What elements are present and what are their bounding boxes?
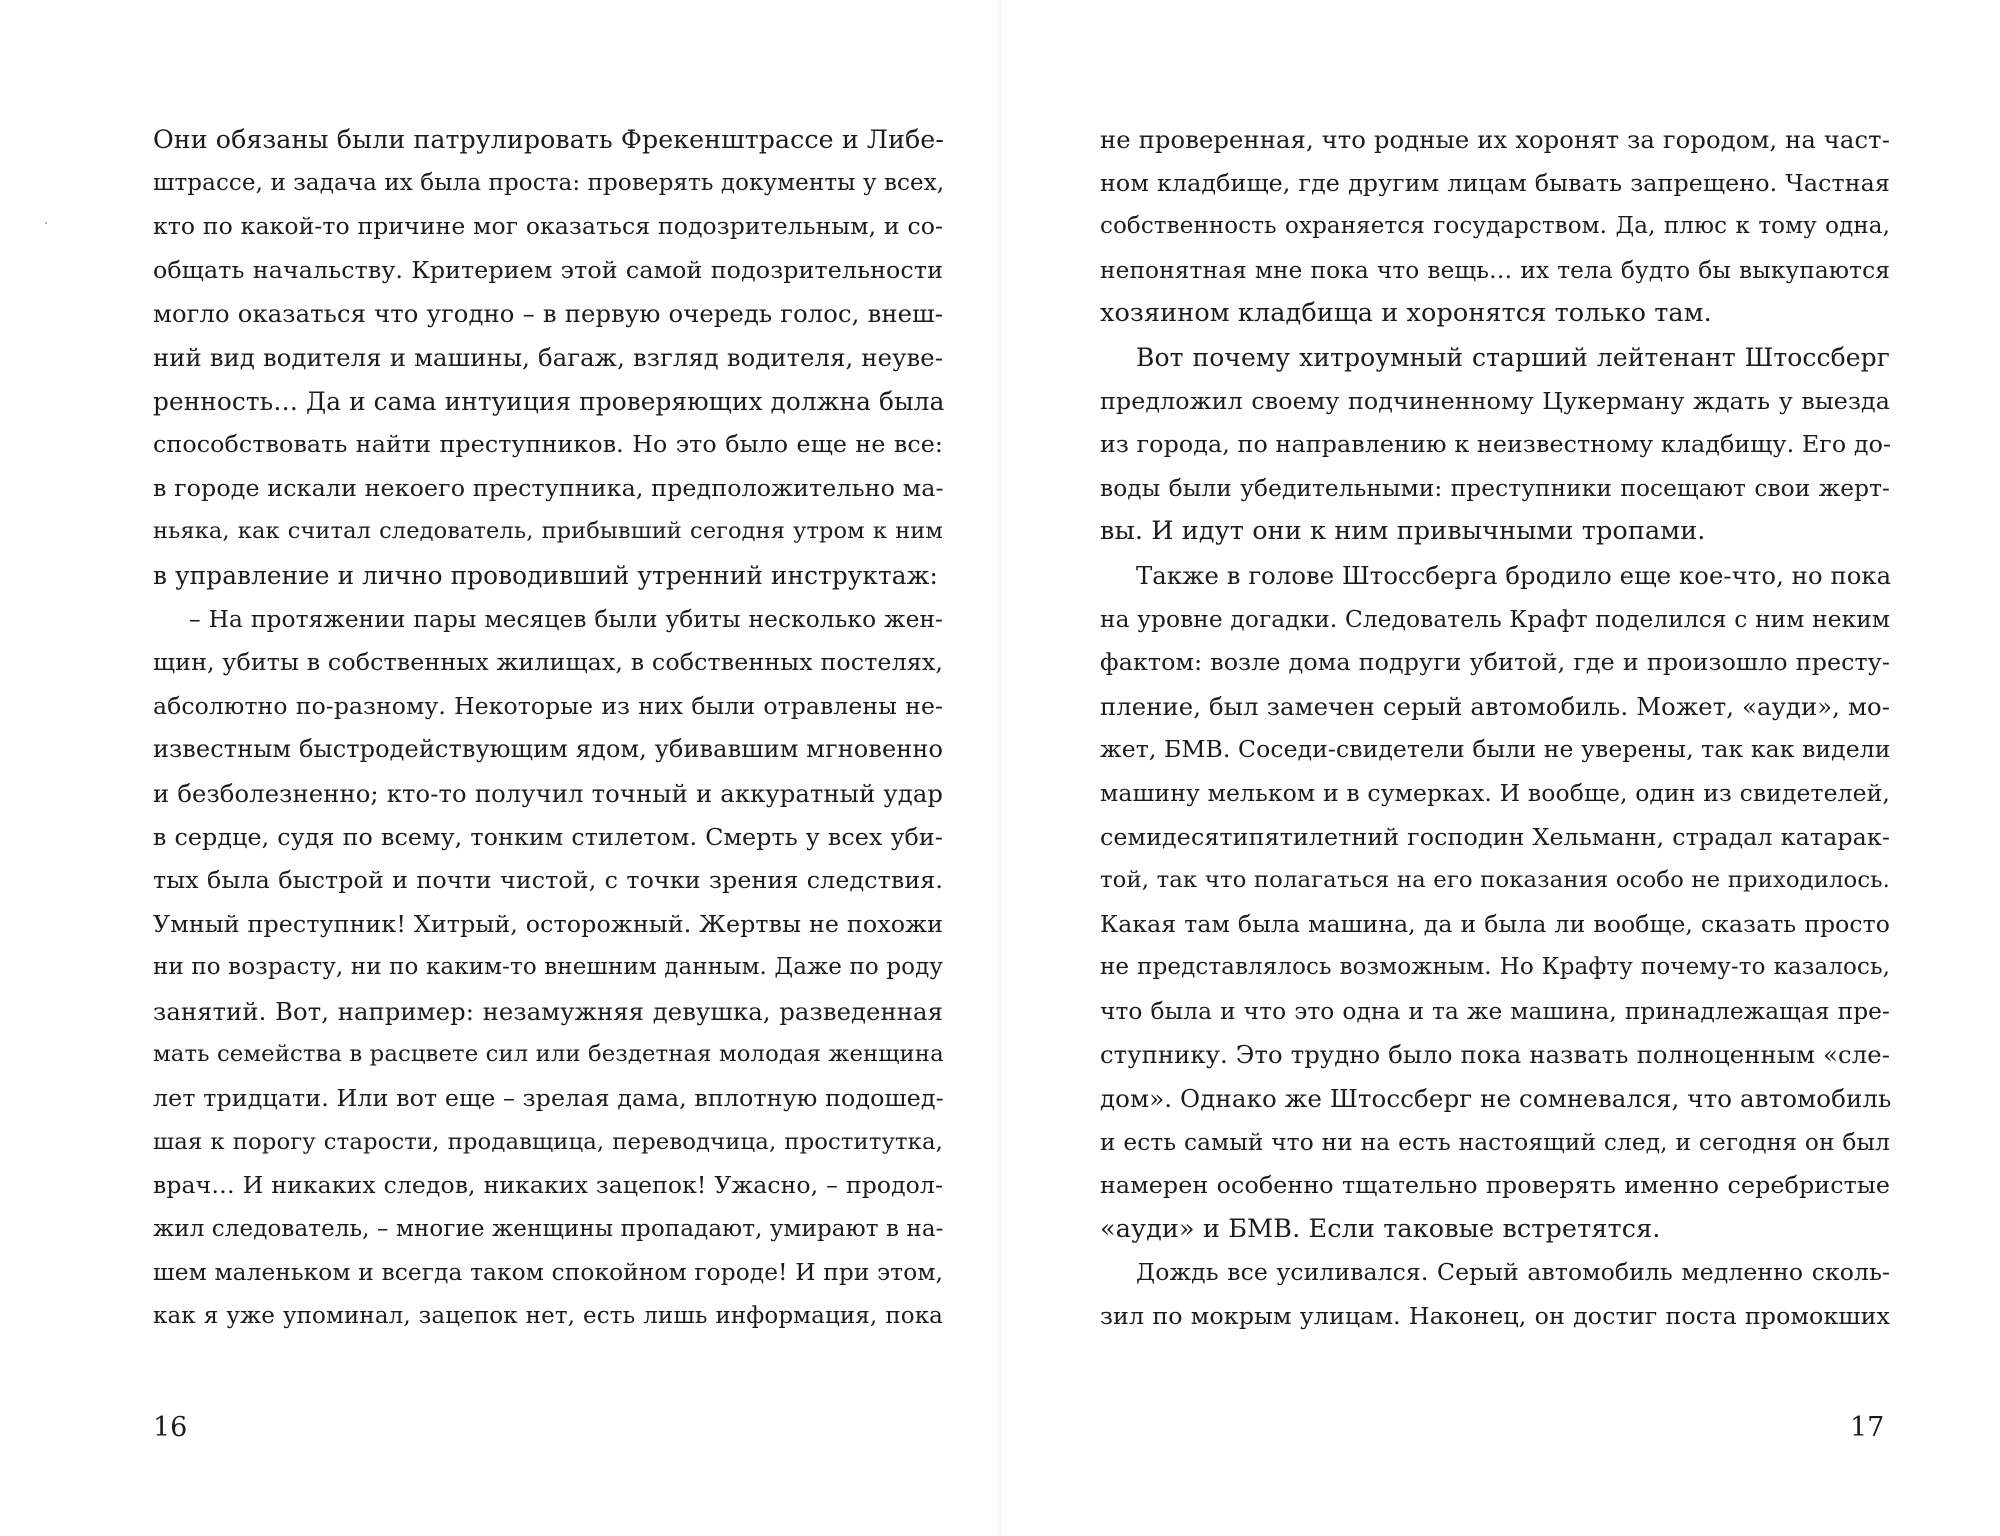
text-line: ном кладбище, где другим лицам бывать запрещено. Частная [1100,168,1890,197]
text-line: семидесятипятилетний господин Хельманн, страдал катарак- [1100,822,1890,851]
text-line: кто по какой-то причине мог оказаться подозрительным, и со- [153,212,943,241]
text-line: шем маленьком и всегда таком спокойном городе! И при этом, [153,1259,943,1287]
text-line: машину мельком и в сумерках. И вообще, один из свидетелей, [1100,778,1890,807]
text-line: в сердце, судя по всему, тонким стилетом. Смерть у всех уби- [153,822,943,851]
text-line: дом». Однако же Штоссберг не сомневался, что автомобиль [1100,1084,1892,1114]
text-line: непонятная мне пока что вещь… их тела будто бы выкупаются [1100,256,1890,284]
text-line: предложил своему подчиненному Цукерману ждать у выезда [1100,386,1890,415]
text-line: способствовать найти преступников. Но это было еще не все: [153,430,943,459]
book-gutter [997,0,1003,1536]
text-line: «ауди» и БМВ. Если таковые встретятся. [1100,1213,1661,1244]
text-line: Дождь все усиливался. Серый автомобиль медленно сколь- [1136,1258,1890,1287]
text-line: шая к порогу старости, продавщица, переводчица, проститутка, [153,1128,943,1155]
text-line: тых была быстрой и почти чистой, с точки зрения следствия. [153,866,943,895]
text-line: не представлялось возможным. Но Крафту почему-то казалось, [1100,954,1890,981]
text-line: известным быстродействующим ядом, убивавшим мгновенно [153,735,943,764]
text-line: ньяка, как считал следователь, прибывший сегодня утром к ним [153,518,943,545]
text-line: пление, был замечен серый автомобиль. Может, «ауди», мо- [1100,691,1890,721]
text-line: Также в голове Штоссберга бродило еще кое-что, но пока [1136,560,1892,590]
text-line: и безболезненно; кто-то получил точный и аккуратный удар [153,778,943,808]
text-line: лет тридцати. Или вот еще – зрелая дама, вплотную подошед- [153,1084,944,1113]
text-line: намерен особенно тщательно проверять именно серебристые [1100,1171,1890,1200]
text-line: и есть самый что ни на есть настоящий след, и сегодня он был [1100,1128,1890,1156]
text-line: что была и что это одна и та же машина, принадлежащая пре- [1100,997,1890,1025]
text-line: Умный преступник! Хитрый, осторожный. Жертвы не похожи [153,909,943,938]
text-line: на уровне догадки. Следователь Крафт поделился с ним неким [1100,605,1890,633]
text-line: воды были убедительными: преступники посещают свои жерт- [1100,474,1890,502]
text-line: Какая там была машина, да и была ли вообще, сказать просто [1100,909,1890,938]
text-line: занятий. Вот, например: незамужняя девушка, разведенная [153,996,943,1026]
text-line: Они обязаны были патрулировать Фрекенштрассе и Либе- [153,125,944,154]
text-line: жил следователь, – многие женщины пропадают, умирают в на- [153,1215,944,1242]
text-line: в городе искали некоего преступника, предположительно ма- [153,473,944,502]
text-line: врач… И никаких следов, никаких зацепок! Ужасно, – продол- [153,1171,943,1200]
text-line: щин, убиты в собственных жилищах, в собственных постелях, [153,648,943,677]
text-line: общать начальству. Критерием этой самой подозрительности [153,255,943,284]
page-number-right: 17 [1850,1412,1885,1443]
text-line: из города, по направлению к неизвестному кладбищу. Его до- [1100,430,1892,459]
text-line: жет, БМВ. Соседи-свидетели были не уверены, так как видели [1100,735,1891,764]
text-line: – На протяжении пары месяцев были убиты несколько жен- [189,605,943,633]
text-line: хозяином кладбища и хоронятся только там. [1100,298,1712,329]
text-line: в управление и лично проводивший утренний инструктаж: [153,560,938,590]
text-line: той, так что полагаться на его показания особо не приходилось. [1100,867,1890,894]
text-line: зил по мокрым улицам. Наконец, он достиг поста промокших [1100,1302,1890,1331]
right-page-text [1100,118,1890,1339]
text-line: штрассе, и задача их была проста: проверять документы у всех, [153,169,945,196]
left-page-text [153,118,943,1339]
text-line: Вот почему хитроумный старший лейтенант Штоссберг [1136,342,1890,372]
text-line: ступнику. Это трудно было пока назвать полноценным «сле- [1100,1040,1890,1070]
text-line: ний вид водителя и машины, багаж, взгляд водителя, неуве- [153,342,943,372]
text-line: не проверенная, что родные их хоронят за городом, на част- [1100,125,1890,154]
page-number-left: 16 [153,1412,188,1443]
text-line: как я уже упоминал, зацепок нет, есть лишь информация, пока [153,1303,943,1330]
text-line: фактом: возле дома подруги убитой, где и произошло престу- [1100,648,1890,677]
text-line: абсолютно по-разному. Некоторые из них были отравлены не- [153,691,943,720]
text-line: собственность охраняется государством. Да, плюс к тому одна, [1100,213,1890,240]
text-line: вы. И идут они к ним привычными тропами. [1100,516,1706,547]
text-line: ни по возрасту, ни по каким-то внешним данным. Даже по роду [153,954,943,981]
paper-speck [45,222,47,224]
text-line: могло оказаться что угодно – в первую очередь голос, внеш- [153,299,943,329]
text-line: мать семейства в расцвете сил или бездетная молодая женщина [153,1041,944,1068]
text-line: ренность… Да и сама интуиция проверяющих должна была [153,386,945,416]
